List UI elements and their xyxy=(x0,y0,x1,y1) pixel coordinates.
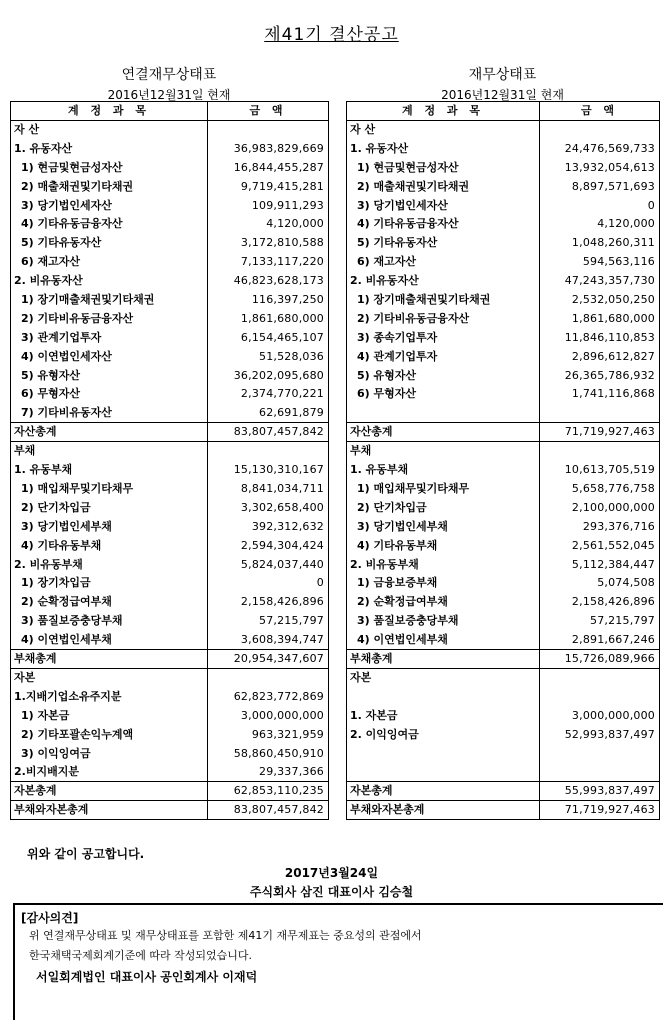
account-name: 5) 유형자산 xyxy=(11,366,208,385)
table-row xyxy=(347,177,660,196)
table-row xyxy=(347,782,660,801)
account-amount: 3,302,658,400 xyxy=(208,498,329,517)
table-row xyxy=(11,234,329,253)
table-row xyxy=(347,612,660,631)
account-amount: 1,741,116,868 xyxy=(540,385,660,404)
consolidated-date: 2016년12월31일 현재 xyxy=(107,88,231,102)
table-row xyxy=(347,517,660,536)
account-amount xyxy=(208,442,329,461)
table-row xyxy=(11,328,329,347)
account-amount: 116,397,250 xyxy=(208,291,329,310)
account-name xyxy=(347,763,540,782)
table-row xyxy=(347,536,660,555)
table-row xyxy=(11,442,329,461)
account-name: 4) 이연법인세자산 xyxy=(11,347,208,366)
account-name: 2) 기타포괄손익누계액 xyxy=(11,725,208,744)
table-row xyxy=(11,423,329,442)
account-amount xyxy=(540,442,660,461)
consolidated-balance-sheet xyxy=(10,101,329,820)
account-name: 6) 무형자산 xyxy=(11,385,208,404)
account-name: 2. 비유동부채 xyxy=(11,555,208,574)
table-row xyxy=(347,593,660,612)
table-row xyxy=(11,253,329,272)
account-amount: 4,120,000 xyxy=(540,215,660,234)
table-row xyxy=(347,253,660,272)
account-name: 2. 비유동자산 xyxy=(347,272,540,291)
account-name: 자본총계 xyxy=(347,782,540,801)
account-amount: 11,846,110,853 xyxy=(540,328,660,347)
account-amount: 3,608,394,747 xyxy=(208,631,329,650)
table-row xyxy=(347,706,660,725)
table-row xyxy=(11,517,329,536)
table-row xyxy=(347,423,660,442)
account-name: 1. 자본금 xyxy=(347,706,540,725)
table-row xyxy=(347,139,660,158)
account-name: 2) 매출채권및기타채권 xyxy=(347,177,540,196)
table-row xyxy=(347,347,660,366)
account-name: 자산총계 xyxy=(347,423,540,442)
account-amount: 10,613,705,519 xyxy=(540,461,660,480)
audit-opinion-line-2: 한국채택국제회계기준에 따라 작성되었습니다. xyxy=(29,949,253,962)
table-row xyxy=(347,272,660,291)
account-name: 1. 유동자산 xyxy=(11,139,208,158)
account-name: 부채 xyxy=(11,442,208,461)
account-amount: 36,202,095,680 xyxy=(208,366,329,385)
table-row xyxy=(347,196,660,215)
table-row xyxy=(347,404,660,423)
account-name: 4) 이연법인세부채 xyxy=(11,631,208,650)
account-name: 4) 이연법인세부채 xyxy=(347,631,540,650)
table-row xyxy=(11,687,329,706)
account-amount: 8,897,571,693 xyxy=(540,177,660,196)
table-row xyxy=(347,725,660,744)
account-amount: 24,476,569,733 xyxy=(540,139,660,158)
table-row xyxy=(11,763,329,782)
account-name: 자 산 xyxy=(11,121,208,140)
col-account-header: 계 정 과 목 xyxy=(11,102,208,121)
account-name: 2) 기타비유동금융자산 xyxy=(347,309,540,328)
account-name: 2) 기타비유동금융자산 xyxy=(11,309,208,328)
account-name: 1) 금융보증부채 xyxy=(347,574,540,593)
account-name: 5) 유형자산 xyxy=(347,366,540,385)
account-amount: 62,691,879 xyxy=(208,404,329,423)
account-amount: 62,823,772,869 xyxy=(208,687,329,706)
table-row xyxy=(347,480,660,499)
account-amount: 47,243,357,730 xyxy=(540,272,660,291)
account-amount xyxy=(540,687,660,706)
company-signature: 주식회사 삼진 대표이사 김승철 xyxy=(249,885,414,899)
table-row xyxy=(11,612,329,631)
table-row xyxy=(347,669,660,688)
account-amount xyxy=(208,669,329,688)
table-row xyxy=(347,801,660,820)
table-row xyxy=(11,574,329,593)
table-row xyxy=(11,291,329,310)
account-name: 부채총계 xyxy=(11,650,208,669)
table-row xyxy=(11,782,329,801)
account-amount: 9,719,415,281 xyxy=(208,177,329,196)
consolidated-heading: 연결재무상태표 xyxy=(121,67,217,83)
col-amount-header: 금 액 xyxy=(208,102,329,121)
notice-date: 2017년3월24일 xyxy=(284,866,379,880)
account-amount: 52,993,837,497 xyxy=(540,725,660,744)
table-row xyxy=(347,215,660,234)
account-amount: 57,215,797 xyxy=(208,612,329,631)
table-row xyxy=(11,215,329,234)
account-amount: 293,376,716 xyxy=(540,517,660,536)
account-name: 1. 유동부채 xyxy=(11,461,208,480)
account-amount: 2,561,552,045 xyxy=(540,536,660,555)
account-amount: 51,528,036 xyxy=(208,347,329,366)
account-name: 4) 기타유동부채 xyxy=(11,536,208,555)
account-amount: 6,154,465,107 xyxy=(208,328,329,347)
account-amount: 71,719,927,463 xyxy=(540,423,660,442)
table-row xyxy=(347,461,660,480)
account-amount: 2,891,667,246 xyxy=(540,631,660,650)
table-row xyxy=(11,139,329,158)
account-amount: 2,896,612,827 xyxy=(540,347,660,366)
table-row xyxy=(11,631,329,650)
account-name: 2. 비유동부채 xyxy=(347,555,540,574)
account-name: 부채와자본총계 xyxy=(347,801,540,820)
account-name xyxy=(347,744,540,763)
account-name: 1) 매입채무및기타채무 xyxy=(11,480,208,499)
separate-balance-sheet xyxy=(346,101,660,820)
account-amount: 3,000,000,000 xyxy=(208,706,329,725)
table-row xyxy=(347,687,660,706)
account-name: 2) 단기차입금 xyxy=(11,498,208,517)
account-amount: 2,158,426,896 xyxy=(540,593,660,612)
account-name: 자본총계 xyxy=(11,782,208,801)
account-amount: 1,861,680,000 xyxy=(540,309,660,328)
table-row xyxy=(347,498,660,517)
account-amount: 2,532,050,250 xyxy=(540,291,660,310)
account-name: 3) 당기법인세부채 xyxy=(11,517,208,536)
account-name: 자산총계 xyxy=(11,423,208,442)
account-amount: 392,312,632 xyxy=(208,517,329,536)
table-row xyxy=(11,593,329,612)
account-name: 1) 현금및현금성자산 xyxy=(11,158,208,177)
account-name: 1) 장기매출채권및기타채권 xyxy=(347,291,540,310)
account-amount: 594,563,116 xyxy=(540,253,660,272)
col-account-header: 계 정 과 목 xyxy=(347,102,540,121)
account-name: 1) 장기매출채권및기타채권 xyxy=(11,291,208,310)
account-name: 자본 xyxy=(11,669,208,688)
account-name: 2) 순확정급여부채 xyxy=(347,593,540,612)
table-row xyxy=(347,309,660,328)
table-row xyxy=(347,158,660,177)
account-amount: 3,172,810,588 xyxy=(208,234,329,253)
account-name xyxy=(347,404,540,423)
account-name: 3) 품질보증충당부채 xyxy=(347,612,540,631)
table-row xyxy=(11,177,329,196)
account-amount: 57,215,797 xyxy=(540,612,660,631)
separate-date: 2016년12월31일 현재 xyxy=(441,88,564,102)
auditor-signature: 서일회계법인 대표이사 공인회계사 이재덕 xyxy=(36,970,258,984)
account-name: 부채총계 xyxy=(347,650,540,669)
account-amount: 20,954,347,607 xyxy=(208,650,329,669)
account-name: 1) 장기차입금 xyxy=(11,574,208,593)
table-row xyxy=(11,347,329,366)
account-amount: 13,932,054,613 xyxy=(540,158,660,177)
account-name: 1) 자본금 xyxy=(11,706,208,725)
account-name: 4) 관계기업투자 xyxy=(347,347,540,366)
account-amount: 7,133,117,220 xyxy=(208,253,329,272)
account-name: 5) 기타유동자산 xyxy=(11,234,208,253)
account-amount: 2,158,426,896 xyxy=(208,593,329,612)
account-amount: 29,337,366 xyxy=(208,763,329,782)
account-name: 1. 유동자산 xyxy=(347,139,540,158)
account-name: 1.지배기업소유주지분 xyxy=(11,687,208,706)
account-amount: 1,861,680,000 xyxy=(208,309,329,328)
account-name: 3) 당기법인세자산 xyxy=(11,196,208,215)
table-row xyxy=(11,385,329,404)
account-amount: 36,983,829,669 xyxy=(208,139,329,158)
account-name: 2. 비유동자산 xyxy=(11,272,208,291)
account-amount: 83,807,457,842 xyxy=(208,801,329,820)
account-name: 자본 xyxy=(347,669,540,688)
account-amount: 2,100,000,000 xyxy=(540,498,660,517)
account-amount: 5,658,776,758 xyxy=(540,480,660,499)
account-amount: 5,824,037,440 xyxy=(208,555,329,574)
table-row xyxy=(347,574,660,593)
account-name: 3) 관계기업투자 xyxy=(11,328,208,347)
table-row xyxy=(11,801,329,820)
account-name: 3) 당기법인세자산 xyxy=(347,196,540,215)
table-row xyxy=(11,366,329,385)
notice-text: 위와 같이 공고합니다. xyxy=(27,847,145,861)
account-name: 5) 기타유동자산 xyxy=(347,234,540,253)
account-name: 자 산 xyxy=(347,121,540,140)
account-name: 1) 매입채무및기타채무 xyxy=(347,480,540,499)
table-row xyxy=(11,121,329,140)
account-amount: 16,844,455,287 xyxy=(208,158,329,177)
table-row xyxy=(11,725,329,744)
table-row xyxy=(11,650,329,669)
account-amount: 62,853,110,235 xyxy=(208,782,329,801)
account-amount: 2,374,770,221 xyxy=(208,385,329,404)
account-name: 3) 이익잉여금 xyxy=(11,744,208,763)
table-row xyxy=(11,480,329,499)
account-amount: 1,048,260,311 xyxy=(540,234,660,253)
separate-heading: 재무상태표 xyxy=(468,67,537,83)
account-name: 6) 재고자산 xyxy=(347,253,540,272)
account-amount xyxy=(540,121,660,140)
table-row xyxy=(11,536,329,555)
account-name: 4) 기타유동금융자산 xyxy=(347,215,540,234)
table-row xyxy=(347,555,660,574)
account-amount: 2,594,304,424 xyxy=(208,536,329,555)
col-amount-header: 금 액 xyxy=(540,102,660,121)
table-row xyxy=(347,442,660,461)
account-amount: 71,719,927,463 xyxy=(540,801,660,820)
table-row xyxy=(347,650,660,669)
account-name: 2. 이익잉여금 xyxy=(347,725,540,744)
table-row xyxy=(347,328,660,347)
account-name: 4) 기타유동금융자산 xyxy=(11,215,208,234)
account-amount: 8,841,034,711 xyxy=(208,480,329,499)
table-row xyxy=(347,763,660,782)
table-row xyxy=(11,404,329,423)
table-row xyxy=(11,196,329,215)
account-amount: 55,993,837,497 xyxy=(540,782,660,801)
account-amount xyxy=(208,121,329,140)
audit-opinion-title: [감사의견] xyxy=(21,911,79,925)
audit-opinion-box xyxy=(13,903,663,1020)
account-amount: 0 xyxy=(540,196,660,215)
account-name: 6) 무형자산 xyxy=(347,385,540,404)
account-name: 2) 단기차입금 xyxy=(347,498,540,517)
account-amount: 4,120,000 xyxy=(208,215,329,234)
account-name: 부채 xyxy=(347,442,540,461)
account-amount: 3,000,000,000 xyxy=(540,706,660,725)
account-name: 1) 현금및현금성자산 xyxy=(347,158,540,177)
account-amount: 109,911,293 xyxy=(208,196,329,215)
table-row xyxy=(347,366,660,385)
account-amount: 46,823,628,173 xyxy=(208,272,329,291)
account-amount: 58,860,450,910 xyxy=(208,744,329,763)
account-name: 4) 기타유동부채 xyxy=(347,536,540,555)
table-row xyxy=(347,631,660,650)
account-amount: 15,130,310,167 xyxy=(208,461,329,480)
table-row xyxy=(11,272,329,291)
table-row xyxy=(11,158,329,177)
table-row xyxy=(11,461,329,480)
account-name: 2) 순확정급여부채 xyxy=(11,593,208,612)
account-name: 3) 품질보증충당부채 xyxy=(11,612,208,631)
page-title: 제41기 결산공고 xyxy=(264,25,399,45)
table-row xyxy=(11,669,329,688)
account-amount: 5,074,508 xyxy=(540,574,660,593)
account-amount: 5,112,384,447 xyxy=(540,555,660,574)
table-row xyxy=(347,234,660,253)
table-row xyxy=(11,744,329,763)
account-amount: 83,807,457,842 xyxy=(208,423,329,442)
account-name: 2) 매출채권및기타채권 xyxy=(11,177,208,196)
account-name: 7) 기타비유동자산 xyxy=(11,404,208,423)
table-row xyxy=(347,744,660,763)
table-row xyxy=(11,706,329,725)
account-amount: 15,726,089,966 xyxy=(540,650,660,669)
table-row xyxy=(11,309,329,328)
table-row xyxy=(347,385,660,404)
account-name: 1. 유동부채 xyxy=(347,461,540,480)
table-row xyxy=(347,291,660,310)
table-row xyxy=(347,121,660,140)
account-amount xyxy=(540,763,660,782)
account-amount: 963,321,959 xyxy=(208,725,329,744)
account-name xyxy=(347,687,540,706)
audit-opinion-line-1: 위 연결재무상태표 및 재무상태표를 포함한 제41기 재무제표는 중요성의 관점에서 xyxy=(29,929,422,942)
account-name: 2.비지배지분 xyxy=(11,763,208,782)
account-name: 3) 종속기업투자 xyxy=(347,328,540,347)
account-amount xyxy=(540,744,660,763)
account-name: 3) 당기법인세부채 xyxy=(347,517,540,536)
account-name: 6) 재고자산 xyxy=(11,253,208,272)
account-amount xyxy=(540,404,660,423)
table-row xyxy=(11,555,329,574)
account-amount: 0 xyxy=(208,574,329,593)
account-amount xyxy=(540,669,660,688)
account-amount: 26,365,786,932 xyxy=(540,366,660,385)
account-name: 부채와자본총계 xyxy=(11,801,208,820)
table-row xyxy=(11,498,329,517)
